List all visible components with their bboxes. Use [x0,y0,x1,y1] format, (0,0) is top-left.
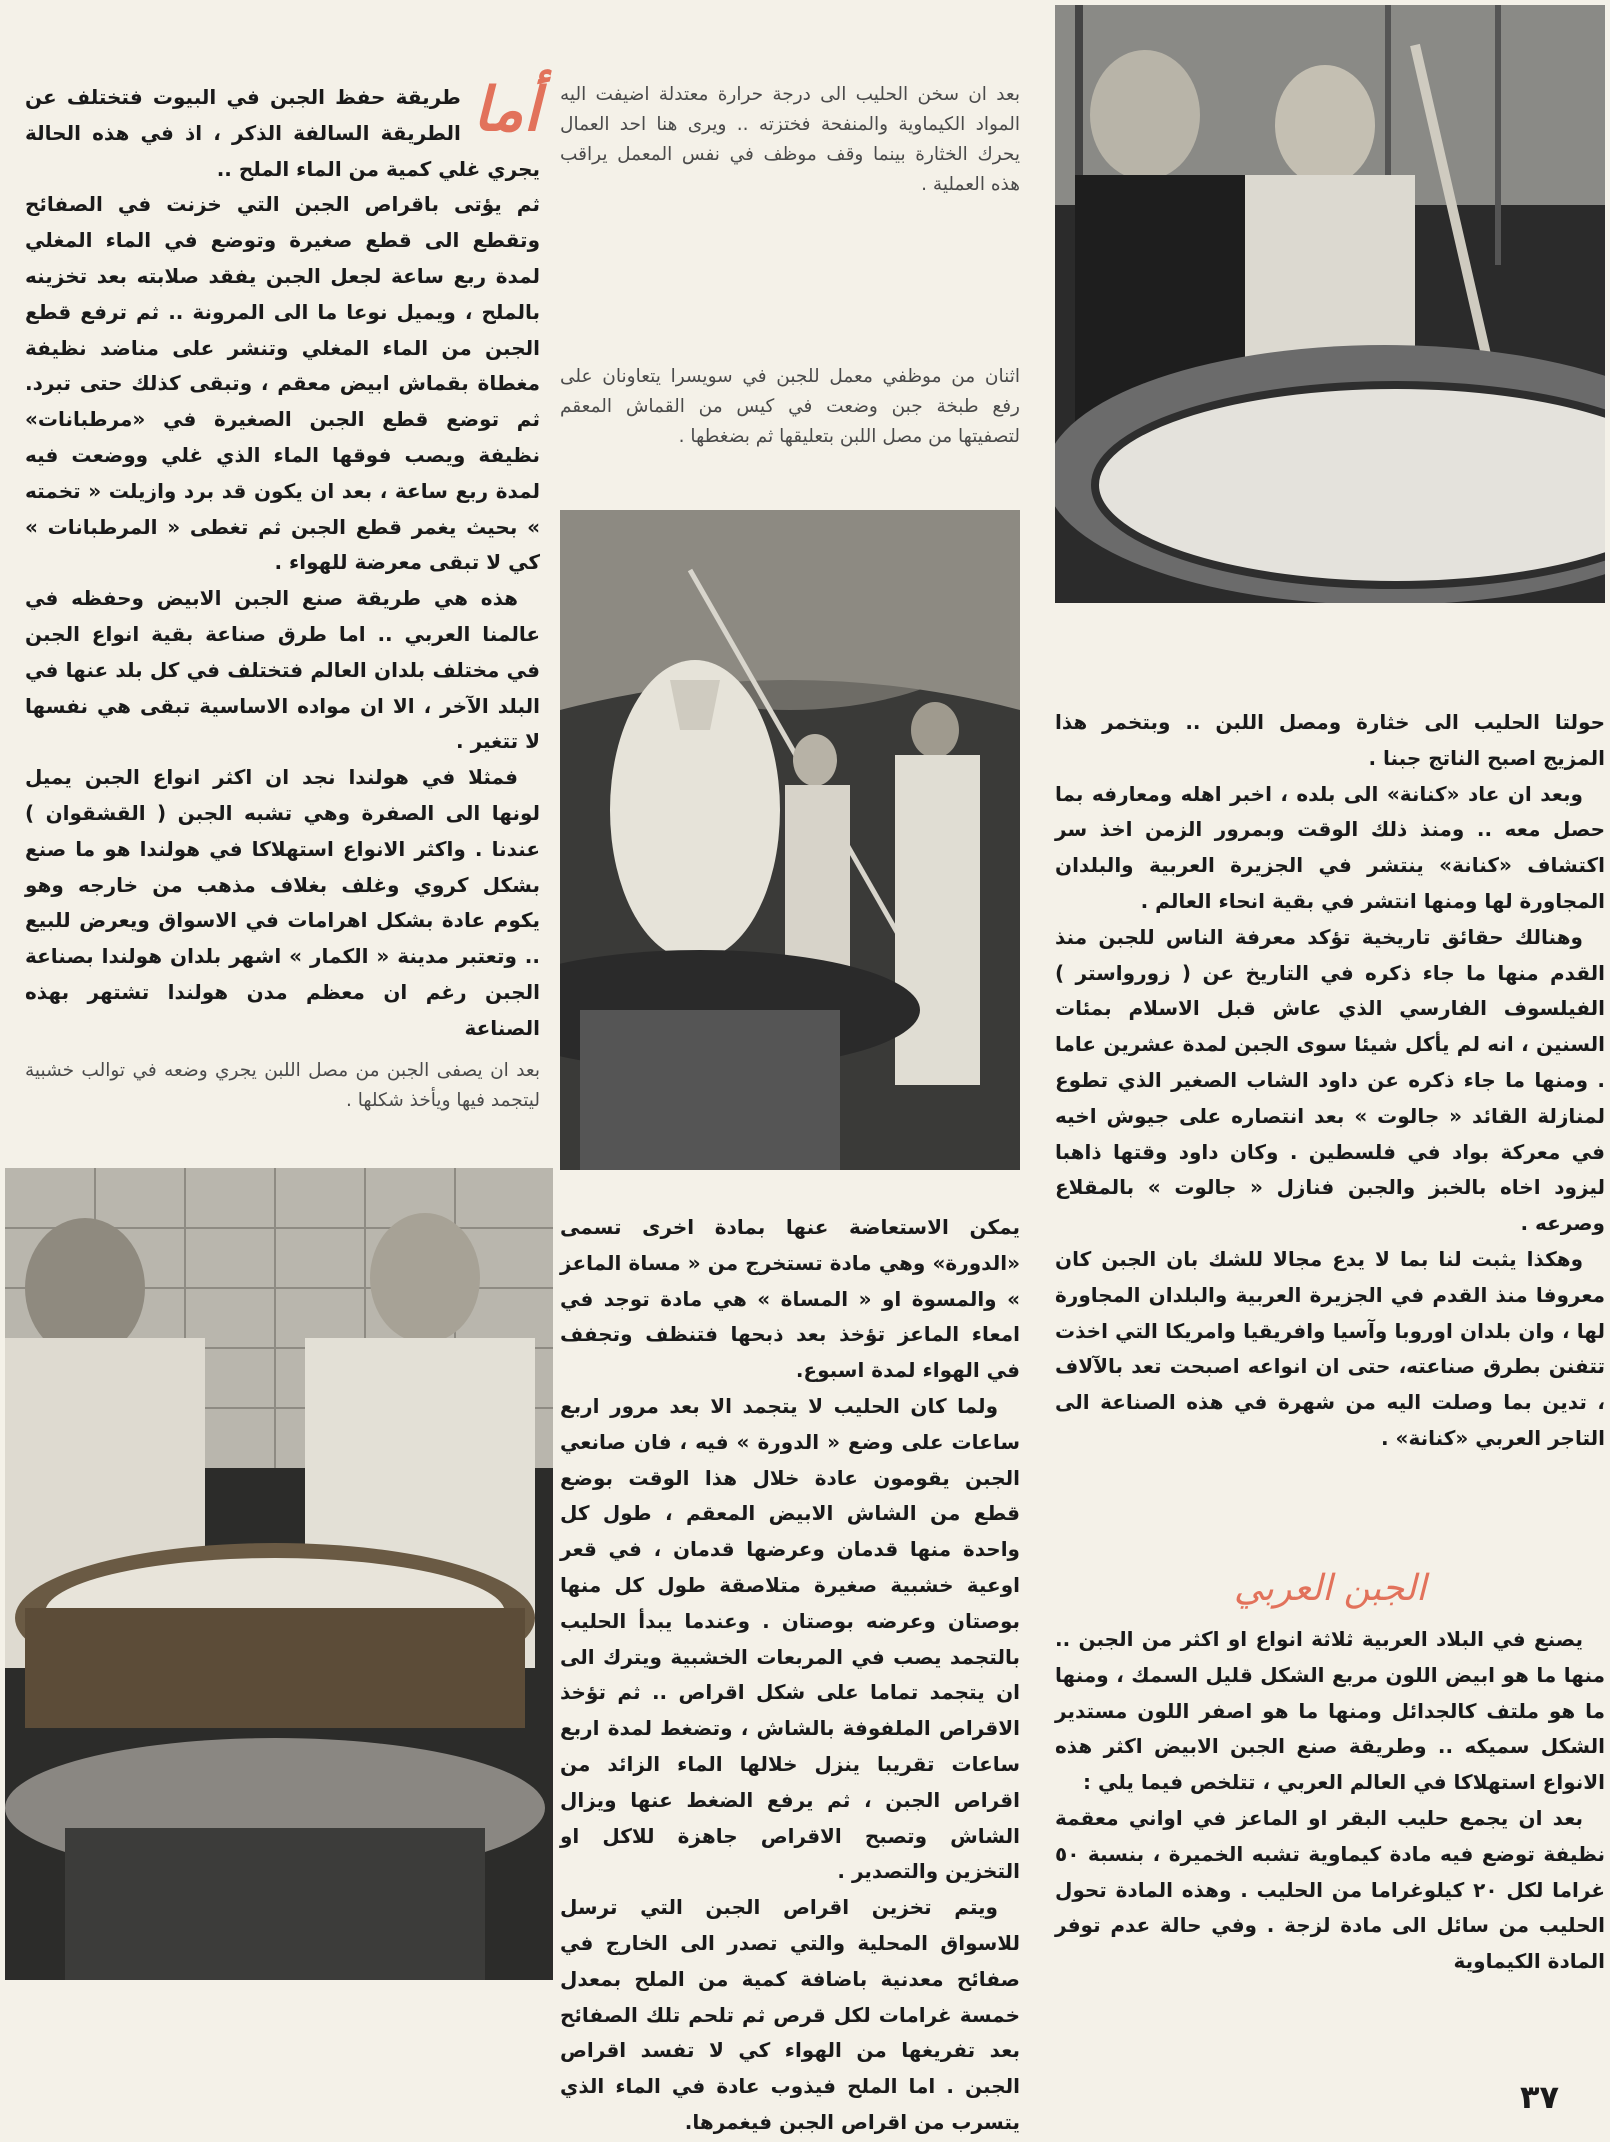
photo-stirring-graphic [1055,5,1605,603]
right-p6: بعد ان يجمع حليب البقر او الماعز في اواني معقمة نظيفة توضع فيه مادة كيماوية تشبه الخميرة ، بنسبة ٥٠ غراما لكل ٢٠ كيلوغراما من الحليب . وهذه المادة تحول الحليب من سائل الى مادة لزجة . وفي حالة عدم توفر المادة الكيماوية [1055,1805,1605,1974]
photo-lifting [560,510,1020,1170]
right-column-bottom [1055,1622,1605,1980]
dropcap: أما [472,75,540,145]
caption-lifting: اثنان من موظفي معمل للجبن في سويسرا يتعاونان على رفع طبخة جبن وضعت في كيس من القماش المعقم لتصفيتها من مصل اللبن بتعليقها ثم بضغطها . [560,366,1020,447]
middle-p3: ويتم تخزين اقراص الجبن التي ترسل للاسواق المحلية والتي تصدر الى الخارج في صفائح معدنية باضافة كمية من الملح بمعدل خمسة غرامات لكل قرص ثم تلحم تلك الصفائح بعد تفريغها من الهواء كي لا تفسد اقراص الجبن . اما الملح فيذوب عادة في الماء الذي يتسرب من اقراص الجبن فيغمرها. [560,1895,1020,2134]
middle-p2: ولما كان الحليب لا يتجمد الا بعد مرور اربع ساعات على وضع « الدورة » فيه ، فان صانعي الجبن يقومون عادة خلال هذا الوقت بوضع قطع من الشاش الابيض المعقم ، طول كل واحدة منها قدمان وعرضها قدمان ، في قعر اوعية خشبية صغيرة متلاصقة طول كل منها بوصتان وعرضه بوصتان . وعندما يبدأ الحليب بالتجمد يصب في المربعات الخشبية ويترك الى ان يتجمد تماما على شكل اقراص .. ثم تؤخذ الاقراص الملفوفة بالشاش ، وتضغط لمدة اربع ساعات تقريبا ينزل خلالها الماء الزائد من اقراص الجبن ، ثم يرفع الضغط عنها ويزال الشاش وتصبح الاقراص جاهزة للاكل او التخزين والتصدير . [560,1393,1020,1884]
page-number: ٣٧ [1520,2078,1560,2116]
left-p1: ثم يؤتى باقراص الجبن التي خزنت في الصفائح وتقطع الى قطع صغيرة وتوضع في الماء المغلي لمدة ربع ساعة لجعل الجبن يفقد صلابته بعد تخزينه بالملح ، ويميل نوعا ما الى المرونة .. ثم ترفع قطع الجبن من الماء المغلي وتنشر على مناضد نظيفة مغطاة بقماش ابيض معقم ، وتبقى كذلك حتى تبرد. ثم توضع قطع الجبن الصغيرة في «مرطبانات» نظيفة ويصب فوقها الماء الذي غلي ووضعت فيه لمدة ربع ساعة ، بعد ان يكون قد برد وازيلت « تخمته » بحيث يغمر قطع الجبن ثم تغطى « المرطبانات » كي لا تبقى معرضة للهواء . [25,192,540,575]
photo-stirring [1055,5,1605,603]
left-lead: طريقة حفظ الجبن في البيوت فتختلف عن الطريقة السالفة الذكر ، اذ في هذه الحالة يجري غلي كمية من الماء الملح .. [25,85,540,181]
right-p3: وهنالك حقائق تاريخية تؤكد معرفة الناس للجبن منذ القدم منها ما جاء ذكره في التاريخ عن ( زورواستر ) الفيلسوف الفارسي الذي عاش قبل الاسلام بمئات السنين ، انه لم يأكل شيئا سوى الجبن لمدة عشرين عاما . ومنها ما جاء ذكره عن داود الشاب الصغير الذي تطوع لمنازلة القائد « جالوت » بعد انتصاره على جيوش اخيه في معركة بواد في فلسطين . وكان داود وقتها ذاهبا ليزود اخاه بالخبز والجبن فنازل « جالوت » بالمقلاع وصرعه . [1055,924,1605,1236]
middle-column [560,1210,1020,2141]
left-column [25,75,540,1047]
photo-molds-graphic [5,1168,553,1980]
right-p4: وهكذا يثبت لنا بما لا يدع مجالا للشك بان الجبن كان معروفا منذ القدم في الجزيرة العربية والبلدان المجاورة لها ، وان بلدان اوروبا وآسيا وافريقيا وامريكا التي اخذت تتفنن بطرق صناعته، حتى ان انواعه اصبحت تعد بالآلاف ، تدين بما وصلت اليه من شهرة في هذه الصناعة الى التاجر العربي «كنانة» . [1055,1246,1605,1450]
photo-molds [5,1168,553,1980]
left-p3: فمثلا في هولندا نجد ان اكثر انواع الجبن يميل لونها الى الصفرة وهي تشبه الجبن ( القشقوان ) عندنا . واكثر الانواع استهلاكا في هولندا هو ما صنع بشكل كروي وغلف بغلاف مذهب من خارجه وهو يكوم عادة بشكل اهرامات في الاسواق ويعرض للبيع .. وتعتبر مدينة « الكمار » اشهر بلدان هولندا بصناعة الجبن رغم ان معظم مدن هولندا تشتهر بهذه الصناعة [25,765,540,1040]
left-p2: هذه هي طريقة صنع الجبن الابيض وحفظه في عالمنا العربي .. اما طرق صناعة بقية انواع الجبن في مختلف بلدان العالم فتختلف في كل بلد عنها في البلد الآخر ، الا ان مواده الاساسية تبقى هي نفسها لا تتغير . [25,586,540,754]
right-p1: حولتا الحليب الى خثارة ومصل اللبن .. وبتخمر هذا المزيج اصبح الناتج جبنا . [1055,710,1605,770]
caption-stirring: بعد ان سخن الحليب الى درجة حرارة معتدلة اضيفت اليه المواد الكيماوية والمنفحة فختزته .. ويرى هنا احد العمال يحرك الخثارة بينما وقف موظف في نفس المعمل يراقب هذه العملية . [560,84,1020,195]
right-p2: وبعد ان عاد «كنانة» الى بلده ، اخبر اهله ومعارفه بما حصل معه .. ومنذ ذلك الوقت وبمرور الزمن اخذ سر اكتشاف «كنانة» ينتشر في الجزيرة العربية والبلدان المجاورة لها ومنها انتشر في بقية انحاء العالم . [1055,781,1605,913]
caption-molds: بعد ان يصفى الجبن من مصل اللبن يجري وضعه في توالب خشبية ليتجمد فيها ويأخذ شكلها . [25,1060,540,1111]
section-title: الجبن العربي [1233,1568,1427,1609]
right-p5: يصنع في البلاد العربية ثلاثة انواع او اكثر من الجبن .. منها ما هو ابيض اللون مربع الشكل قليل السمك ، ومنها ما هو ملتف كالجدائل ومنها ما هو اصفر اللون مستدير الشكل سميكه .. وطريقة صنع الجبن الابيض اكثر هذه الانواع استهلاكا في العالم العربي ، تتلخص فيما يلي : [1055,1627,1605,1795]
right-column-top [1055,705,1605,1457]
photo-lifting-graphic [560,510,1020,1170]
middle-p1: يمكن الاستعاضة عنها بمادة اخرى تسمى «الدورة» وهي مادة تستخرج من « مساة الماعز » والمسوة او « المساة » هي مادة توجد في امعاء الماعز تؤخذ بعد ذبحها فتنظف وتجفف في الهواء لمدة اسبوع. [560,1215,1020,1383]
